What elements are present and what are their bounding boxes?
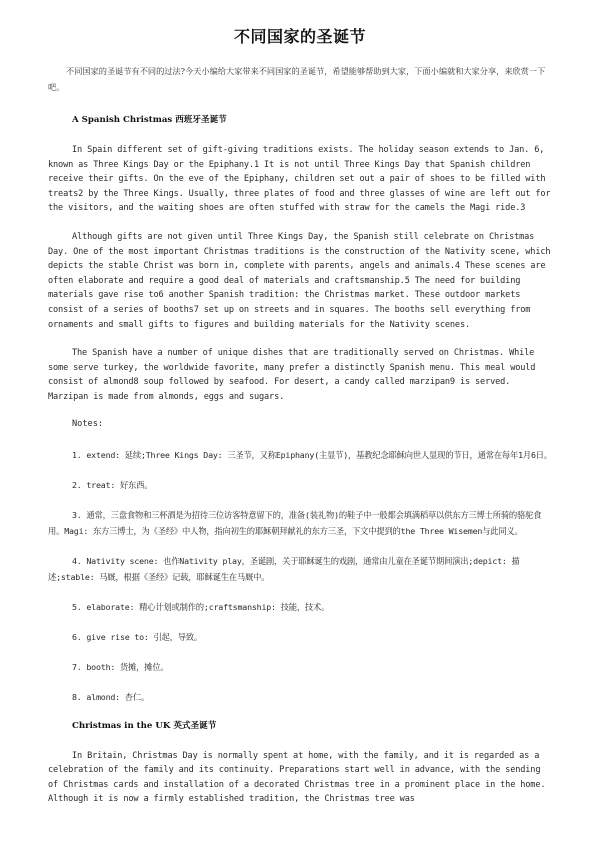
note-item: 3. 通常，三盘食物和三杯酒是为招待三位访客特意留下的，准备(装礼物)的鞋子中一般都会填满稻草以供东方三博士所骑的骆驼食用。Magi: 东方三博士，为《圣经》中人物，指向初生的耶稣朝拜献礼的东方三圣，下文中提到的the Three Wisemen与此同义。 [48, 509, 542, 536]
section-heading: Christmas in the UK 英式圣诞节 [72, 720, 217, 731]
section-spanish-christmas [48, 113, 552, 405]
page-title: 不同国家的圣诞节 [233, 27, 366, 46]
body-paragraph: In Spain different set of gift-giving traditions exists. The holiday season extends to Jan. 6, known as Three Kings Day or the Epiphany.1 It is not until Three Kings Day that Spanish children receive their gifts. On the eve of the Epiphany, children set out a pair of shoes to be filled with treats2 by the Three Kings. Usually, three plates of food and three glasses of wine are left out for the visitors, and the waiting shoes are often stuffed with straw for the camels the Magi ride.3 [48, 145, 551, 214]
note-item: 1. extend: 延续;Three Kings Day: 三圣节，又称Epiphany(主显节)，基教纪念耶稣向世人显现的节日，通常在每年1月6日。 [72, 449, 552, 460]
note-item: 2. treat: 好东西。 [72, 479, 153, 490]
notes-section [48, 419, 552, 705]
body-paragraph: Although gifts are not given until Three Kings Day, the Spanish still celebrate on Christmas Day. One of the most important Christmas traditions is the construction of the Nativity scene, which depicts the stable Christ was born in, complete with parents, angels and animals.4 These scenes are often elaborate and require a good deal of materials and craftsmanship.5 The need for building materials gave rise to6 another Spanish tradition: the Christmas market. These outdoor markets consist of a series of booths7 set up on streets and in squares. The booths sell everything from ornaments and small gifts to figures and building materials for the Nativity scenes. [48, 231, 551, 330]
body-paragraph: The Spanish have a number of unique dishes that are traditionally served on Christmas. While some serve turkey, the worldwide favorite, many prefer a distinctly Spanish menu. This meal would consist of almond8 soup followed by seafood. For desert, a candy called marzipan9 is served. Marzipan is made from almonds, eggs and sugars. [48, 348, 536, 402]
note-item: 5. elaborate: 精心计划或制作的;craftsmanship: 技能，技术。 [72, 601, 330, 612]
note-item: 4. Nativity scene: 也作Nativity play，圣诞剧，关于耶稣诞生的戏剧，通常由儿童在圣诞节期间演出;depict: 描述;stable: 马厩，根据《圣经》记载，耶稣诞生在马厩中。 [48, 555, 520, 582]
note-item: 7. booth: 货摊，摊位。 [72, 661, 169, 672]
section-uk-christmas [48, 719, 552, 807]
note-item: 8. almond: 杏仁。 [72, 691, 150, 702]
body-paragraph: In Britain, Christmas Day is normally spent at home, with the family, and it is regarded as a celebration of the family and its continuity. Preparations start well in advance, with the sending of Christmas cards and installation of a decorated Christmas tree in a prominent place in the home. Although it is now a firmly established tradition, the Christmas tree was [48, 750, 546, 805]
note-item: 6. give rise to: 引起，导致。 [72, 631, 203, 642]
intro-paragraph: 不同国家的圣诞节有不同的过法?今天小编给大家带来不同国家的圣诞节，希望能够帮助到大家，下面小编就和大家分享，来欣赏一下吧。 [48, 66, 546, 92]
section-heading: A Spanish Christmas 西班牙圣诞节 [72, 115, 227, 125]
notes-label: Notes: [72, 418, 104, 429]
